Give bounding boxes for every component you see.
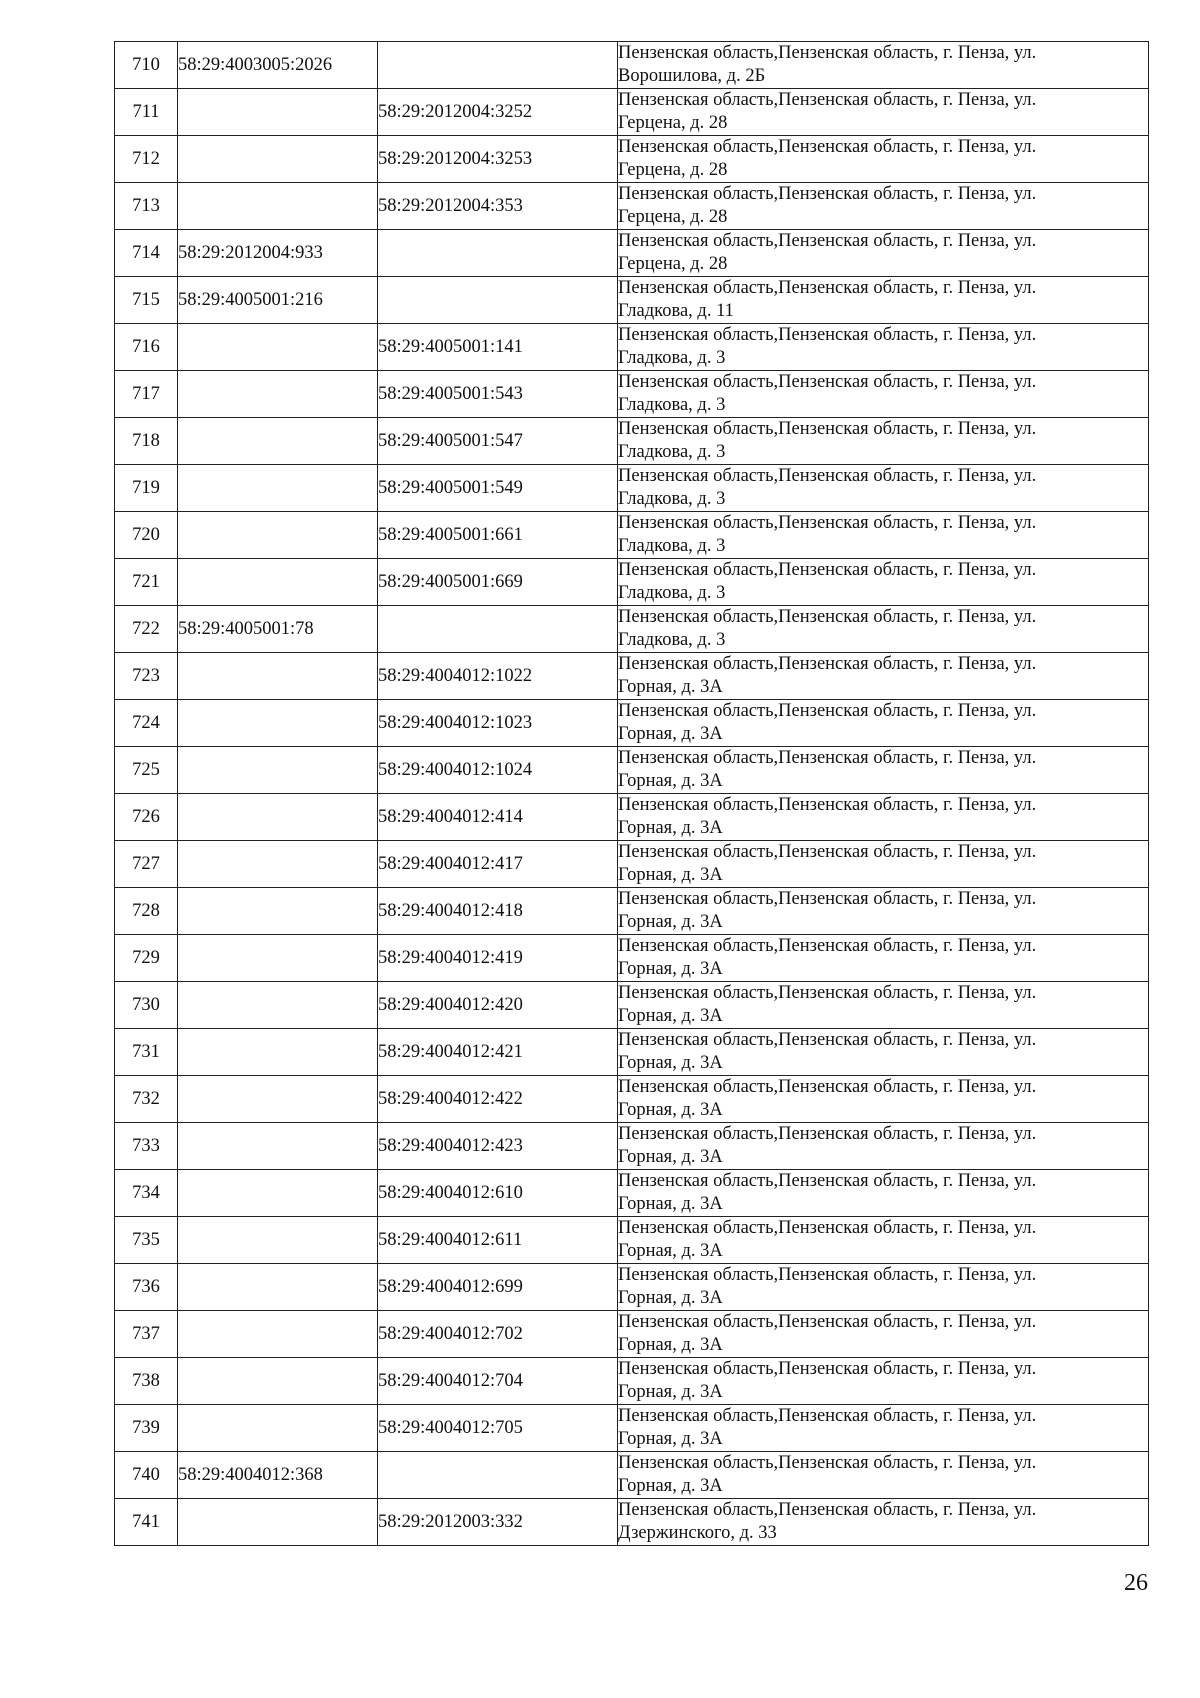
address-cell bbox=[618, 1358, 1149, 1405]
address-line-1: Пензенская область,Пензенская область, г. Пенза, ул. bbox=[618, 1406, 1037, 1426]
address-cell bbox=[618, 183, 1149, 230]
table-row bbox=[115, 371, 1149, 418]
table-row bbox=[115, 1311, 1149, 1358]
address-cell bbox=[618, 1264, 1149, 1311]
address-line-1: Пензенская область,Пензенская область, г. Пенза, ул. bbox=[618, 654, 1037, 674]
row-number-cell: 737 bbox=[115, 1311, 178, 1358]
address-line-2: Горная, д. 3А bbox=[618, 677, 723, 697]
row-number-cell: 733 bbox=[115, 1123, 178, 1170]
address-line-1: Пензенская область,Пензенская область, г. Пенза, ул. bbox=[618, 43, 1037, 63]
table-row bbox=[115, 606, 1149, 653]
address-line-2: Горная, д. 3А bbox=[618, 1476, 723, 1496]
table-row bbox=[115, 324, 1149, 371]
address-cell bbox=[618, 982, 1149, 1029]
table-row bbox=[115, 559, 1149, 606]
address-line-1: Пензенская область,Пензенская область, г. Пенза, ул. bbox=[618, 889, 1037, 909]
cadastral-number-b-cell: 58:29:4004012:1024 bbox=[378, 747, 618, 794]
table-row bbox=[115, 700, 1149, 747]
address-line-1: Пензенская область,Пензенская область, г. Пенза, ул. bbox=[618, 90, 1037, 110]
row-number-cell: 741 bbox=[115, 1499, 178, 1546]
cadastral-number-a-cell bbox=[178, 653, 378, 700]
address-line-2: Горная, д. 3А bbox=[618, 771, 723, 791]
table-row bbox=[115, 794, 1149, 841]
address-cell bbox=[618, 1076, 1149, 1123]
row-number-cell: 727 bbox=[115, 841, 178, 888]
address-line-1: Пензенская область,Пензенская область, г. Пенза, ул. bbox=[618, 1359, 1037, 1379]
address-line-2: Горная, д. 3А bbox=[618, 1006, 723, 1026]
row-number-cell: 722 bbox=[115, 606, 178, 653]
address-line-2: Герцена, д. 28 bbox=[618, 113, 728, 133]
row-number-cell: 720 bbox=[115, 512, 178, 559]
cadastral-number-b-cell bbox=[378, 230, 618, 277]
cadastral-number-b-cell: 58:29:4004012:419 bbox=[378, 935, 618, 982]
cadastral-number-b-cell: 58:29:2012004:3252 bbox=[378, 89, 618, 136]
cadastral-number-a-cell bbox=[178, 1076, 378, 1123]
address-cell bbox=[618, 700, 1149, 747]
cadastral-number-a-cell: 58:29:2012004:933 bbox=[178, 230, 378, 277]
row-number-cell: 713 bbox=[115, 183, 178, 230]
address-line-2: Герцена, д. 28 bbox=[618, 160, 728, 180]
address-line-1: Пензенская область,Пензенская область, г. Пенза, ул. bbox=[618, 184, 1037, 204]
address-line-1: Пензенская область,Пензенская область, г. Пенза, ул. bbox=[618, 1171, 1037, 1191]
cadastral-number-a-cell bbox=[178, 935, 378, 982]
address-cell bbox=[618, 277, 1149, 324]
address-line-2: Горная, д. 3А bbox=[618, 1288, 723, 1308]
cadastral-number-b-cell bbox=[378, 1452, 618, 1499]
table-row bbox=[115, 888, 1149, 935]
cadastral-number-b-cell: 58:29:4005001:543 bbox=[378, 371, 618, 418]
row-number-cell: 726 bbox=[115, 794, 178, 841]
cadastral-number-b-cell: 58:29:4005001:661 bbox=[378, 512, 618, 559]
address-line-2: Горная, д. 3А bbox=[618, 1194, 723, 1214]
row-number-cell: 710 bbox=[115, 42, 178, 89]
row-number-cell: 721 bbox=[115, 559, 178, 606]
cadastral-number-b-cell bbox=[378, 277, 618, 324]
address-line-2: Горная, д. 3А bbox=[618, 1100, 723, 1120]
address-line-1: Пензенская область,Пензенская область, г. Пенза, ул. bbox=[618, 795, 1037, 815]
table-row bbox=[115, 277, 1149, 324]
cadastral-number-b-cell: 58:29:4005001:547 bbox=[378, 418, 618, 465]
row-number-cell: 723 bbox=[115, 653, 178, 700]
cadastral-number-a-cell: 58:29:4004012:368 bbox=[178, 1452, 378, 1499]
cadastral-number-b-cell: 58:29:4004012:704 bbox=[378, 1358, 618, 1405]
cadastral-number-b-cell: 58:29:4004012:610 bbox=[378, 1170, 618, 1217]
row-number-cell: 731 bbox=[115, 1029, 178, 1076]
address-cell bbox=[618, 606, 1149, 653]
table-row bbox=[115, 747, 1149, 794]
cadastral-number-b-cell bbox=[378, 42, 618, 89]
cadastral-number-a-cell bbox=[178, 1499, 378, 1546]
cadastral-number-b-cell: 58:29:4004012:420 bbox=[378, 982, 618, 1029]
row-number-cell: 728 bbox=[115, 888, 178, 935]
cadastral-number-a-cell bbox=[178, 794, 378, 841]
cadastral-number-b-cell: 58:29:4004012:705 bbox=[378, 1405, 618, 1452]
address-cell bbox=[618, 1170, 1149, 1217]
row-number-cell: 724 bbox=[115, 700, 178, 747]
cadastral-number-b-cell: 58:29:4005001:549 bbox=[378, 465, 618, 512]
cadastral-number-a-cell bbox=[178, 1123, 378, 1170]
cadastral-number-a-cell bbox=[178, 700, 378, 747]
address-cell bbox=[618, 935, 1149, 982]
address-cell bbox=[618, 89, 1149, 136]
address-line-1: Пензенская область,Пензенская область, г. Пенза, ул. bbox=[618, 1265, 1037, 1285]
address-line-2: Горная, д. 3А bbox=[618, 1382, 723, 1402]
row-number-cell: 714 bbox=[115, 230, 178, 277]
cadastral-number-a-cell bbox=[178, 559, 378, 606]
address-cell bbox=[618, 559, 1149, 606]
cadastral-number-b-cell: 58:29:4004012:699 bbox=[378, 1264, 618, 1311]
cadastral-number-a-cell bbox=[178, 1311, 378, 1358]
address-cell bbox=[618, 1499, 1149, 1546]
address-line-1: Пензенская область,Пензенская область, г. Пенза, ул. bbox=[618, 1453, 1037, 1473]
address-cell bbox=[618, 1405, 1149, 1452]
address-line-1: Пензенская область,Пензенская область, г. Пенза, ул. bbox=[618, 1312, 1037, 1332]
address-line-1: Пензенская область,Пензенская область, г. Пенза, ул. bbox=[618, 983, 1037, 1003]
cadastral-number-a-cell bbox=[178, 1358, 378, 1405]
address-cell bbox=[618, 888, 1149, 935]
address-line-2: Гладкова, д. 3 bbox=[618, 395, 726, 415]
address-line-2: Горная, д. 3А bbox=[618, 818, 723, 838]
row-number-cell: 715 bbox=[115, 277, 178, 324]
cadastral-number-a-cell bbox=[178, 89, 378, 136]
cadastral-number-a-cell: 58:29:4005001:216 bbox=[178, 277, 378, 324]
cadastral-number-a-cell bbox=[178, 465, 378, 512]
row-number-cell: 730 bbox=[115, 982, 178, 1029]
row-number-cell: 734 bbox=[115, 1170, 178, 1217]
table-row bbox=[115, 841, 1149, 888]
address-line-2: Дзержинского, д. 33 bbox=[618, 1523, 777, 1543]
address-line-2: Герцена, д. 28 bbox=[618, 254, 728, 274]
row-number-cell: 712 bbox=[115, 136, 178, 183]
address-cell bbox=[618, 418, 1149, 465]
cadastral-number-a-cell bbox=[178, 136, 378, 183]
table-row bbox=[115, 1123, 1149, 1170]
address-line-1: Пензенская область,Пензенская область, г. Пенза, ул. bbox=[618, 513, 1037, 533]
row-number-cell: 735 bbox=[115, 1217, 178, 1264]
table-body bbox=[115, 42, 1149, 1546]
table-row bbox=[115, 183, 1149, 230]
address-line-1: Пензенская область,Пензенская область, г. Пенза, ул. bbox=[618, 325, 1037, 345]
table-row bbox=[115, 42, 1149, 89]
table-row bbox=[115, 418, 1149, 465]
address-line-1: Пензенская область,Пензенская область, г. Пенза, ул. bbox=[618, 372, 1037, 392]
address-line-2: Горная, д. 3А bbox=[618, 1241, 723, 1261]
cadastral-number-a-cell: 58:29:4005001:78 bbox=[178, 606, 378, 653]
address-cell bbox=[618, 1311, 1149, 1358]
cadastral-number-a-cell bbox=[178, 1170, 378, 1217]
cadastral-number-b-cell: 58:29:2012004:353 bbox=[378, 183, 618, 230]
cadastral-number-a-cell bbox=[178, 1217, 378, 1264]
table-row bbox=[115, 512, 1149, 559]
address-line-2: Горная, д. 3А bbox=[618, 1429, 723, 1449]
table-row bbox=[115, 1076, 1149, 1123]
address-cell bbox=[618, 512, 1149, 559]
table-row bbox=[115, 982, 1149, 1029]
address-cell bbox=[618, 136, 1149, 183]
address-line-1: Пензенская область,Пензенская область, г. Пенза, ул. bbox=[618, 231, 1037, 251]
address-line-1: Пензенская область,Пензенская область, г. Пенза, ул. bbox=[618, 137, 1037, 157]
cadastral-number-b-cell: 58:29:4004012:421 bbox=[378, 1029, 618, 1076]
address-line-1: Пензенская область,Пензенская область, г. Пенза, ул. bbox=[618, 466, 1037, 486]
address-line-1: Пензенская область,Пензенская область, г. Пенза, ул. bbox=[618, 1124, 1037, 1144]
table-row bbox=[115, 136, 1149, 183]
address-line-2: Герцена, д. 28 bbox=[618, 207, 728, 227]
cadastral-number-a-cell bbox=[178, 418, 378, 465]
address-line-1: Пензенская область,Пензенская область, г. Пенза, ул. bbox=[618, 1077, 1037, 1097]
row-number-cell: 716 bbox=[115, 324, 178, 371]
address-line-2: Горная, д. 3А bbox=[618, 912, 723, 932]
address-line-2: Гладкова, д. 11 bbox=[618, 301, 734, 321]
cadastral-number-b-cell: 58:29:4004012:418 bbox=[378, 888, 618, 935]
address-cell bbox=[618, 230, 1149, 277]
cadastral-number-a-cell bbox=[178, 324, 378, 371]
address-line-1: Пензенская область,Пензенская область, г. Пенза, ул. bbox=[618, 419, 1037, 439]
address-line-2: Горная, д. 3А bbox=[618, 959, 723, 979]
row-number-cell: 725 bbox=[115, 747, 178, 794]
cadastral-number-b-cell: 58:29:4005001:669 bbox=[378, 559, 618, 606]
table-row bbox=[115, 1405, 1149, 1452]
row-number-cell: 739 bbox=[115, 1405, 178, 1452]
cadastral-number-b-cell: 58:29:4004012:422 bbox=[378, 1076, 618, 1123]
cadastral-number-a-cell bbox=[178, 371, 378, 418]
page-number: 26 bbox=[1124, 1570, 1148, 1596]
cadastral-number-b-cell: 58:29:4004012:1022 bbox=[378, 653, 618, 700]
cadastral-number-b-cell: 58:29:4004012:414 bbox=[378, 794, 618, 841]
address-cell bbox=[618, 747, 1149, 794]
address-line-1: Пензенская область,Пензенская область, г. Пенза, ул. bbox=[618, 748, 1037, 768]
address-line-1: Пензенская область,Пензенская область, г. Пенза, ул. bbox=[618, 1500, 1037, 1520]
row-number-cell: 719 bbox=[115, 465, 178, 512]
cadastral-number-b-cell bbox=[378, 606, 618, 653]
table-row bbox=[115, 1452, 1149, 1499]
address-line-2: Гладкова, д. 3 bbox=[618, 536, 726, 556]
table-row bbox=[115, 1029, 1149, 1076]
address-line-2: Гладкова, д. 3 bbox=[618, 630, 726, 650]
row-number-cell: 738 bbox=[115, 1358, 178, 1405]
cadastral-number-b-cell: 58:29:2012004:3253 bbox=[378, 136, 618, 183]
address-line-2: Горная, д. 3А bbox=[618, 1147, 723, 1167]
address-line-1: Пензенская область,Пензенская область, г. Пенза, ул. bbox=[618, 936, 1037, 956]
cadastral-number-a-cell bbox=[178, 1405, 378, 1452]
row-number-cell: 736 bbox=[115, 1264, 178, 1311]
row-number-cell: 717 bbox=[115, 371, 178, 418]
address-cell bbox=[618, 42, 1149, 89]
address-line-2: Гладкова, д. 3 bbox=[618, 583, 726, 603]
address-cell bbox=[618, 371, 1149, 418]
table-row bbox=[115, 1170, 1149, 1217]
address-line-1: Пензенская область,Пензенская область, г. Пенза, ул. bbox=[618, 278, 1037, 298]
address-line-2: Гладкова, д. 3 bbox=[618, 489, 726, 509]
row-number-cell: 740 bbox=[115, 1452, 178, 1499]
row-number-cell: 732 bbox=[115, 1076, 178, 1123]
address-cell bbox=[618, 1217, 1149, 1264]
cadastral-number-b-cell: 58:29:4004012:1023 bbox=[378, 700, 618, 747]
cadastral-number-a-cell bbox=[178, 888, 378, 935]
row-number-cell: 718 bbox=[115, 418, 178, 465]
address-cell bbox=[618, 653, 1149, 700]
address-line-2: Горная, д. 3А bbox=[618, 1053, 723, 1073]
address-line-2: Гладкова, д. 3 bbox=[618, 348, 726, 368]
cadastral-number-b-cell: 58:29:4005001:141 bbox=[378, 324, 618, 371]
table-row bbox=[115, 1499, 1149, 1546]
address-line-2: Ворошилова, д. 2Б bbox=[618, 66, 766, 86]
cadastral-number-a-cell bbox=[178, 747, 378, 794]
address-cell bbox=[618, 794, 1149, 841]
address-line-1: Пензенская область,Пензенская область, г. Пенза, ул. bbox=[618, 701, 1037, 721]
cadastral-number-b-cell: 58:29:4004012:611 bbox=[378, 1217, 618, 1264]
address-line-2: Горная, д. 3А bbox=[618, 865, 723, 885]
address-line-1: Пензенская область,Пензенская область, г. Пенза, ул. bbox=[618, 560, 1037, 580]
address-line-2: Горная, д. 3А bbox=[618, 724, 723, 744]
table-row bbox=[115, 653, 1149, 700]
address-cell bbox=[618, 1452, 1149, 1499]
cadastral-number-a-cell bbox=[178, 982, 378, 1029]
address-cell bbox=[618, 1029, 1149, 1076]
cadastral-number-a-cell bbox=[178, 1029, 378, 1076]
registry-table bbox=[114, 41, 1149, 1546]
cadastral-number-a-cell bbox=[178, 1264, 378, 1311]
cadastral-number-b-cell: 58:29:2012003:332 bbox=[378, 1499, 618, 1546]
row-number-cell: 711 bbox=[115, 89, 178, 136]
cadastral-number-a-cell bbox=[178, 183, 378, 230]
cadastral-number-b-cell: 58:29:4004012:702 bbox=[378, 1311, 618, 1358]
address-cell bbox=[618, 324, 1149, 371]
table-row bbox=[115, 89, 1149, 136]
address-line-2: Горная, д. 3А bbox=[618, 1335, 723, 1355]
table-row bbox=[115, 465, 1149, 512]
table-row bbox=[115, 935, 1149, 982]
cadastral-number-a-cell bbox=[178, 841, 378, 888]
address-line-1: Пензенская область,Пензенская область, г. Пенза, ул. bbox=[618, 842, 1037, 862]
table-row bbox=[115, 1264, 1149, 1311]
address-cell bbox=[618, 465, 1149, 512]
address-line-2: Гладкова, д. 3 bbox=[618, 442, 726, 462]
address-line-1: Пензенская область,Пензенская область, г. Пенза, ул. bbox=[618, 607, 1037, 627]
address-cell bbox=[618, 1123, 1149, 1170]
cadastral-number-a-cell: 58:29:4003005:2026 bbox=[178, 42, 378, 89]
address-line-1: Пензенская область,Пензенская область, г. Пенза, ул. bbox=[618, 1030, 1037, 1050]
cadastral-number-b-cell: 58:29:4004012:417 bbox=[378, 841, 618, 888]
cadastral-number-a-cell bbox=[178, 512, 378, 559]
table-row bbox=[115, 1217, 1149, 1264]
address-line-1: Пензенская область,Пензенская область, г. Пенза, ул. bbox=[618, 1218, 1037, 1238]
table-row bbox=[115, 230, 1149, 277]
table-row bbox=[115, 1358, 1149, 1405]
cadastral-number-b-cell: 58:29:4004012:423 bbox=[378, 1123, 618, 1170]
address-cell bbox=[618, 841, 1149, 888]
row-number-cell: 729 bbox=[115, 935, 178, 982]
